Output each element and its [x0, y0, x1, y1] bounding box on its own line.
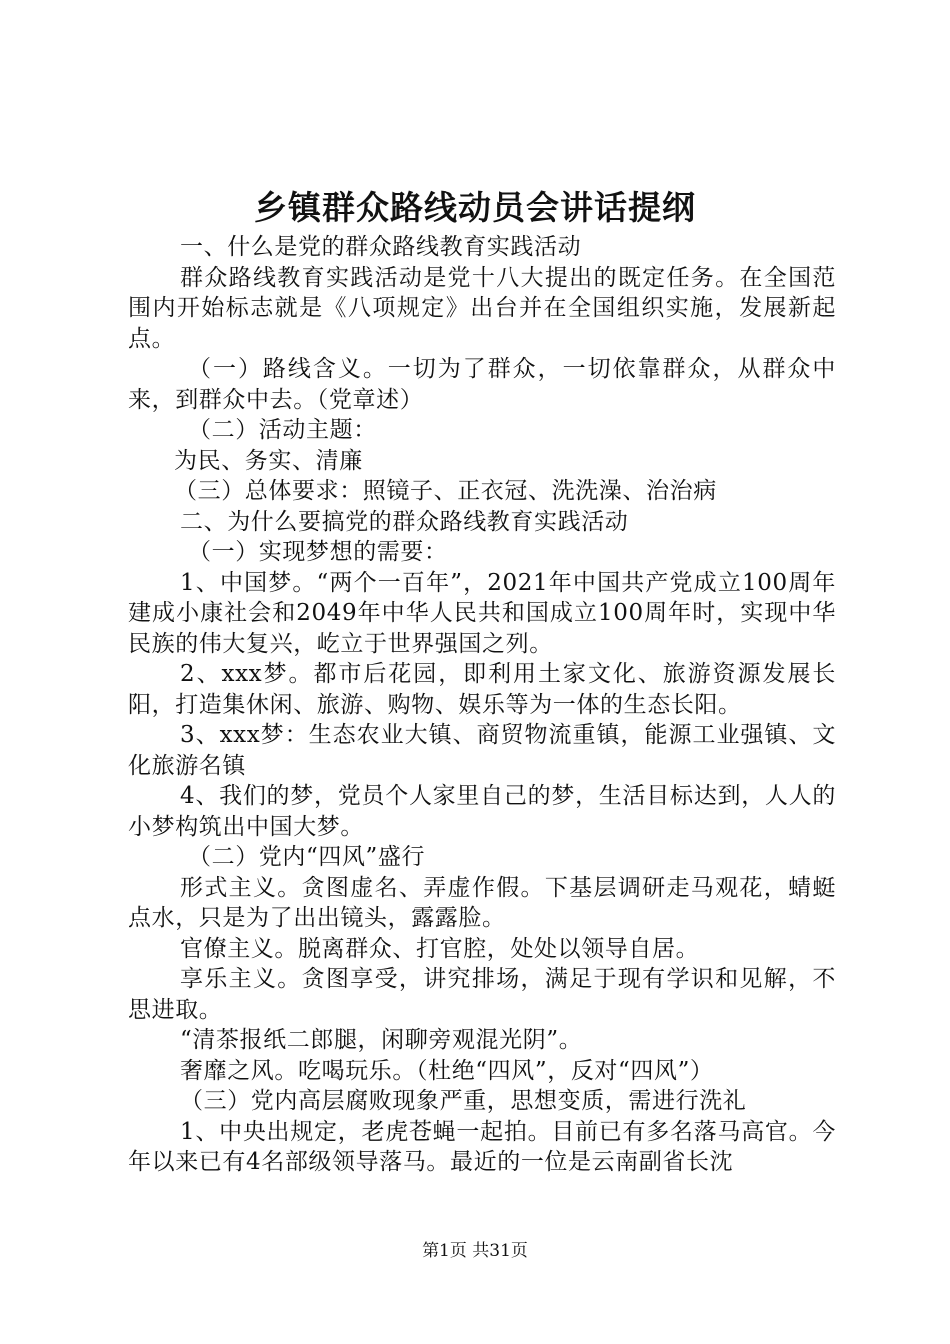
document-title: 乡镇群众路线动员会讲话提纲	[254, 188, 696, 227]
paragraph: 形式主义。贪图虚名、弄虚作假。下基层调研走马观花，蜻蜓点水，只是为了出出镜头，露露脸。	[128, 874, 836, 931]
paragraph: 1、中央出规定，老虎苍蝇一起拍。目前已有多名落马高官。今年以来已有4名部级领导落马。最近的一位是云南副省长沈	[128, 1118, 836, 1175]
paragraph: 群众路线教育实践活动是党十八大提出的既定任务。在全国范围内开始标志就是《八项规定》出台并在全国组织实施，发展新起点。	[128, 264, 836, 352]
page-number-footer: 第1页 共31页	[422, 1241, 528, 1261]
paragraph: （一）实现梦想的需要：	[188, 539, 448, 565]
paragraph: （三）党内高层腐败现象严重，思想变质，需进行洗礼	[180, 1088, 747, 1114]
paragraph: （一）路线含义。一切为了群众，一切依靠群众，从群众中来，到群众中去。（党章述）	[128, 356, 836, 413]
section-heading: 一、什么是党的群众路线教育实践活动	[180, 234, 582, 260]
paragraph: 奢靡之风。吃喝玩乐。（杜绝“四风”，反对“四风”）	[180, 1057, 714, 1084]
paragraph: 官僚主义。脱离群众、打官腔，处处以领导自居。	[180, 935, 700, 962]
paragraph: （三）总体要求：照镜子、正衣冠、洗洗澡、治治病	[174, 478, 717, 504]
paragraph: 4、我们的梦，党员个人家里自己的梦，生活目标达到，人人的小梦构筑出中国大梦。	[128, 783, 836, 840]
paragraph: 享乐主义。贪图享受，讲究排场，满足于现有学识和见解，不思进取。	[128, 966, 836, 1023]
paragraph: （二）党内“四风”盛行	[188, 844, 426, 870]
document-body	[128, 232, 836, 1178]
section-heading: 二、为什么要搞党的群众路线教育实践活动	[180, 508, 629, 535]
paragraph: 2、xxx梦。都市后花园，即利用土家文化、旅游资源发展长阳，打造集休闲、旅游、购物、娱乐等为一体的生态长阳。	[128, 661, 836, 718]
paragraph: “清茶报纸二郎腿，闲聊旁观混光阴”。	[180, 1027, 583, 1053]
paragraph: 为民、务实、清廉	[174, 447, 363, 474]
paragraph: 1、中国梦。“两个一百年”，2021年中国共产党成立100周年建成小康社会和2049年中华人民共和国成立100周年时，实现中华民族的伟大复兴，屹立于世界强国之列。	[128, 569, 836, 657]
paragraph: （二）活动主题：	[188, 417, 377, 443]
paragraph: 3、xxx梦：生态农业大镇、商贸物流重镇，能源工业强镇、文化旅游名镇	[128, 722, 836, 779]
